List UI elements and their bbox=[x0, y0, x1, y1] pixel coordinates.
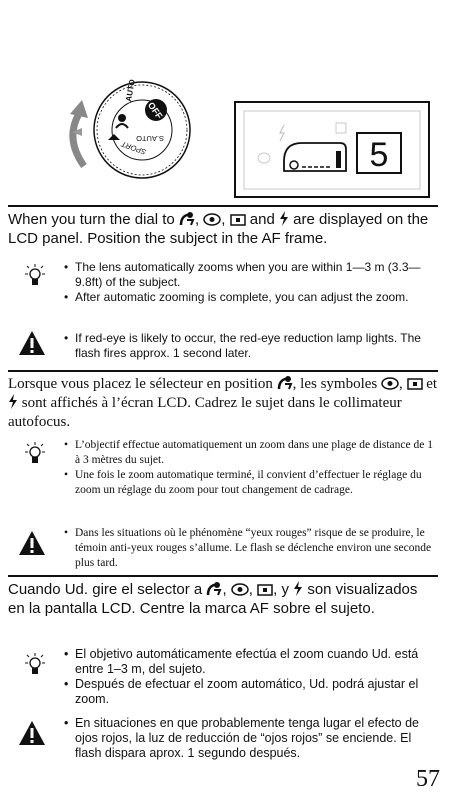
lightbulb-tip-icon bbox=[22, 651, 48, 677]
english-intro-part-a: When you turn the dial to bbox=[8, 211, 175, 228]
lcd-display-icon bbox=[236, 103, 428, 196]
french-intro-part-a: Lorsque vous placez le sélecteur en position bbox=[8, 376, 273, 392]
dial-label-auto: AUTO bbox=[124, 78, 137, 103]
spanish-intro: Cuando Ud. gire el selector a , , , y son visualizados en la pantalla LCD. Centre la marca AF sobre el sujeto. bbox=[8, 581, 418, 617]
english-tip-item: • After automatic zooming is complete, you can adjust the zoom. bbox=[64, 290, 438, 305]
red-eye-reduction-icon bbox=[231, 583, 249, 596]
mode-dial-illustration bbox=[60, 78, 200, 188]
english-intro-part-b: and bbox=[249, 211, 275, 228]
spanish-intro-part-a: Cuando Ud. gire el selector a bbox=[8, 581, 203, 598]
dial-label-off: OFF bbox=[145, 100, 165, 121]
english-warning-item: • If red-eye is likely to occur, the red-eye reduction lamp lights. The flash fires approx. 1 second later. bbox=[64, 331, 438, 361]
french-tip-item: • Une fois le zoom automatique terminé, il convient d’effectuer le réglage du zoom un réglage du zoom pour tout changement de cadrage. bbox=[64, 468, 438, 498]
red-eye-flash-icon bbox=[277, 375, 293, 390]
flash-icon bbox=[279, 211, 289, 226]
french-tip-item: • L’objectif effectue automatiquement un zoom dans une plage de distance de 1 à 3 mètres du sujet. bbox=[64, 438, 438, 468]
lightbulb-tip-icon bbox=[22, 440, 48, 466]
af-frame-icon bbox=[407, 377, 423, 390]
warning-triangle-icon bbox=[18, 530, 46, 556]
lcd-panel-illustration bbox=[234, 101, 430, 198]
french-intro-part-d: sont affichés à l’écran LCD. Cadrez le sujet dans le collimateur autofocus. bbox=[8, 395, 402, 430]
page-number: 57 bbox=[416, 766, 440, 792]
french-top-rule bbox=[8, 370, 438, 372]
english-intro-part-c: are displayed on the LCD panel. Position the subject in the AF frame. bbox=[8, 211, 429, 247]
english-tip-item: • The lens automatically zooms when you are within 1—3 m (3.3—9.8ft) of the subject. bbox=[64, 260, 438, 290]
spanish-warning-item: • En situaciones en que probablemente tenga lugar el efecto de ojos rojos, la luz de reducción de “ojos rojos” se enciende. El flash dispara aprox. 1 segundo después. bbox=[64, 716, 438, 761]
spanish-tip-item: • Después de efectuar el zoom automático, Ud. podrá ajustar el zoom. bbox=[64, 677, 438, 707]
spanish-intro-part-b: , y bbox=[273, 581, 289, 598]
spanish-intro-part-c: son visualizados en la pantalla LCD. Centre la marca AF sobre el sujeto. bbox=[8, 581, 418, 617]
french-tip-list bbox=[64, 438, 438, 498]
spanish-warning-list bbox=[64, 716, 438, 761]
lcd-digit: 5 bbox=[369, 136, 389, 174]
red-eye-flash-icon bbox=[206, 581, 222, 596]
french-warning-item: • Dans les situations où le phénomène “yeux rouges” risque de se produire, le témoin anti-yeux rouges s’allume. Le flash se déclenche environ une seconde plus tard. bbox=[64, 526, 438, 571]
af-frame-icon bbox=[230, 213, 246, 226]
warning-triangle-icon bbox=[18, 720, 46, 746]
dial-label-sport: SPORT bbox=[120, 139, 148, 157]
red-eye-reduction-icon bbox=[381, 377, 399, 390]
spanish-top-rule bbox=[8, 575, 438, 577]
dial-label-sauto: S.AUTO bbox=[136, 134, 164, 143]
english-warning-list bbox=[64, 331, 438, 361]
french-intro-part-c: et bbox=[426, 376, 438, 392]
flash-icon bbox=[293, 581, 303, 596]
red-eye-reduction-icon bbox=[203, 213, 221, 226]
spanish-tip-item: • El objetivo automáticamente efectúa el zoom cuando Ud. está entre 1–3 m, del sujeto. bbox=[64, 647, 438, 677]
english-top-rule bbox=[8, 205, 438, 207]
french-intro: Lorsque vous placez le sélecteur en position , les symboles , et sont affichés à l’écran LCD. Cadrez le sujet dans le collimateur autofocus. bbox=[8, 376, 438, 430]
warning-triangle-icon bbox=[18, 330, 46, 356]
english-tip-list bbox=[64, 260, 438, 305]
flash-icon bbox=[8, 394, 18, 409]
lightbulb-tip-icon bbox=[22, 262, 48, 288]
english-intro: When you turn the dial to , , and are displayed on the LCD panel. Position the subject in the AF frame. bbox=[8, 211, 429, 247]
af-frame-icon bbox=[257, 583, 273, 596]
spanish-tip-list bbox=[64, 647, 438, 707]
red-eye-flash-icon bbox=[179, 211, 195, 226]
french-warning-list bbox=[64, 526, 438, 571]
french-intro-part-b: , les symboles bbox=[292, 376, 378, 392]
